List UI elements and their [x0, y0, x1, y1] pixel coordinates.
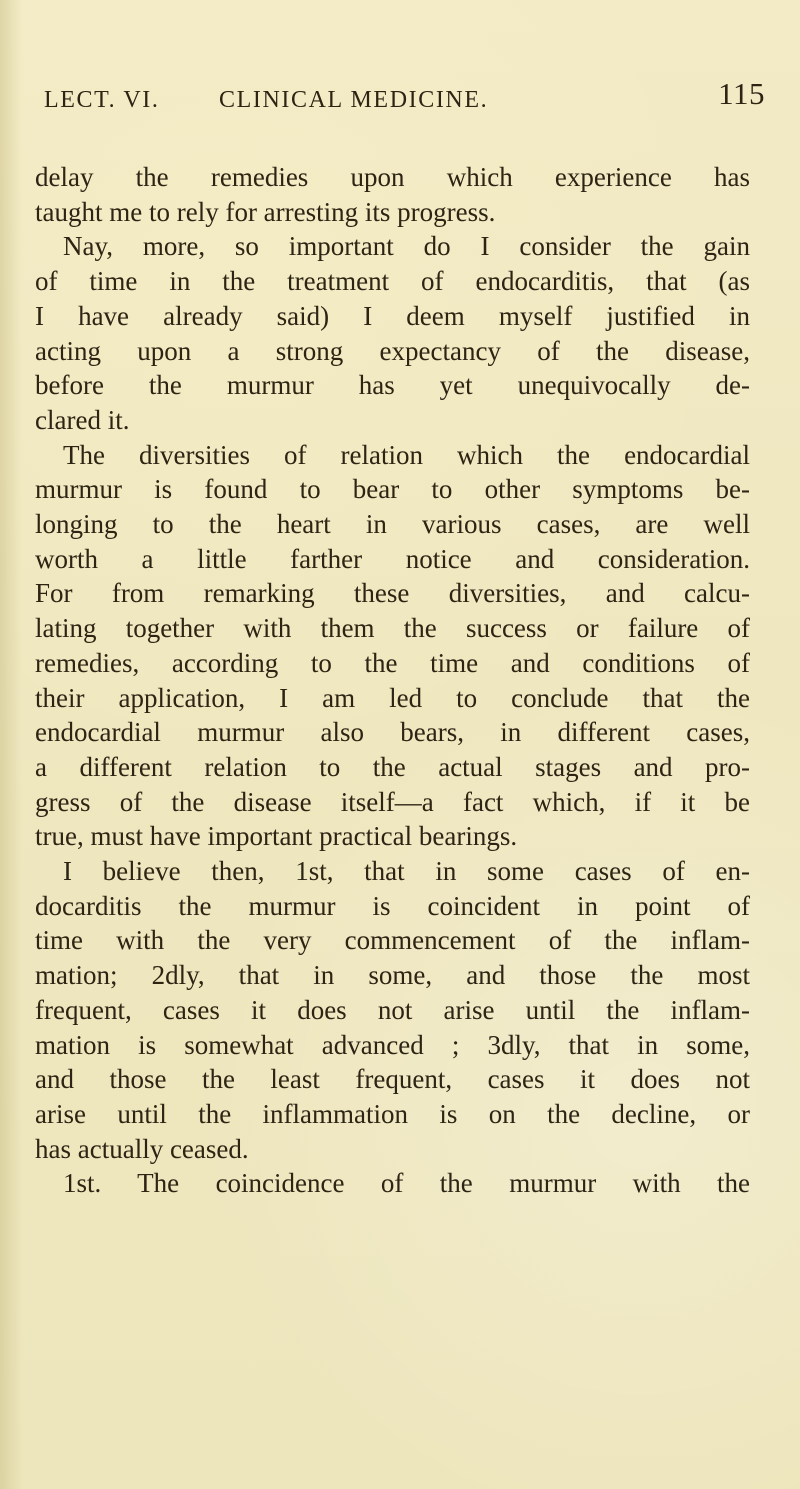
running-head-title: CLINICAL MEDICINE.: [219, 87, 489, 113]
text-line: worth a little farther notice and consideration.: [35, 543, 750, 574]
text-line: remedies, according to the time and conditions of: [35, 647, 750, 678]
text-line: and those the least frequent, cases it does not: [35, 1064, 750, 1095]
gutter-shadow: [0, 0, 22, 1489]
text-line: has actually ceased.: [35, 1133, 249, 1164]
running-head-lecture: LECT. VI.: [44, 87, 160, 113]
text-line: true, must have important practical bearings.: [35, 821, 518, 852]
text-line: murmur is found to bear to other symptoms be-: [35, 474, 750, 505]
text-line: taught me to rely for arresting its progress.: [35, 196, 496, 227]
text-line: of time in the treatment of endocarditis, that (as: [35, 266, 750, 297]
text-line: before the murmur has yet unequivocally de-: [35, 370, 750, 401]
text-line: I believe then, 1st, that in some cases of en-: [63, 856, 750, 887]
text-line: gress of the disease itself—a fact which, if it be: [35, 786, 750, 817]
text-line: longing to the heart in various cases, are well: [35, 509, 750, 540]
text-line: arise until the inflammation is on the decline, or: [35, 1098, 750, 1129]
text-line: mation is somewhat advanced ; 3dly, that in some,: [35, 1029, 750, 1060]
text-line: time with the very commencement of the inflam-: [35, 925, 750, 956]
page-number: 115: [718, 76, 765, 111]
text-line: docarditis the murmur is coincident in point of: [35, 890, 750, 921]
text-line: a different relation to the actual stages and pro-: [35, 751, 750, 782]
text-line: The diversities of relation which the endocardial: [63, 439, 750, 470]
page-header: [44, 78, 774, 128]
text-line: delay the remedies upon which experience has: [35, 162, 750, 192]
text-line: Nay, more, so important do I consider the gain: [63, 231, 750, 262]
text-line: mation; 2dly, that in some, and those the most: [35, 960, 750, 991]
text-line: their application, I am led to conclude that the: [35, 682, 750, 713]
text-line: lating together with them the success or failure of: [35, 613, 750, 644]
text-line: For from remarking these diversities, and calcu-: [35, 578, 750, 609]
main-text: [35, 160, 750, 1201]
text-line: frequent, cases it does not arise until the inflam-: [35, 994, 750, 1025]
text-line: clared it.: [35, 404, 130, 435]
text-line: acting upon a strong expectancy of the disease,: [35, 335, 750, 366]
text-line: I have already said) I deem myself justified in: [35, 300, 750, 331]
text-line: 1st. The coincidence of the murmur with the: [63, 1168, 750, 1199]
text-line: endocardial murmur also bears, in different cases,: [35, 717, 750, 748]
